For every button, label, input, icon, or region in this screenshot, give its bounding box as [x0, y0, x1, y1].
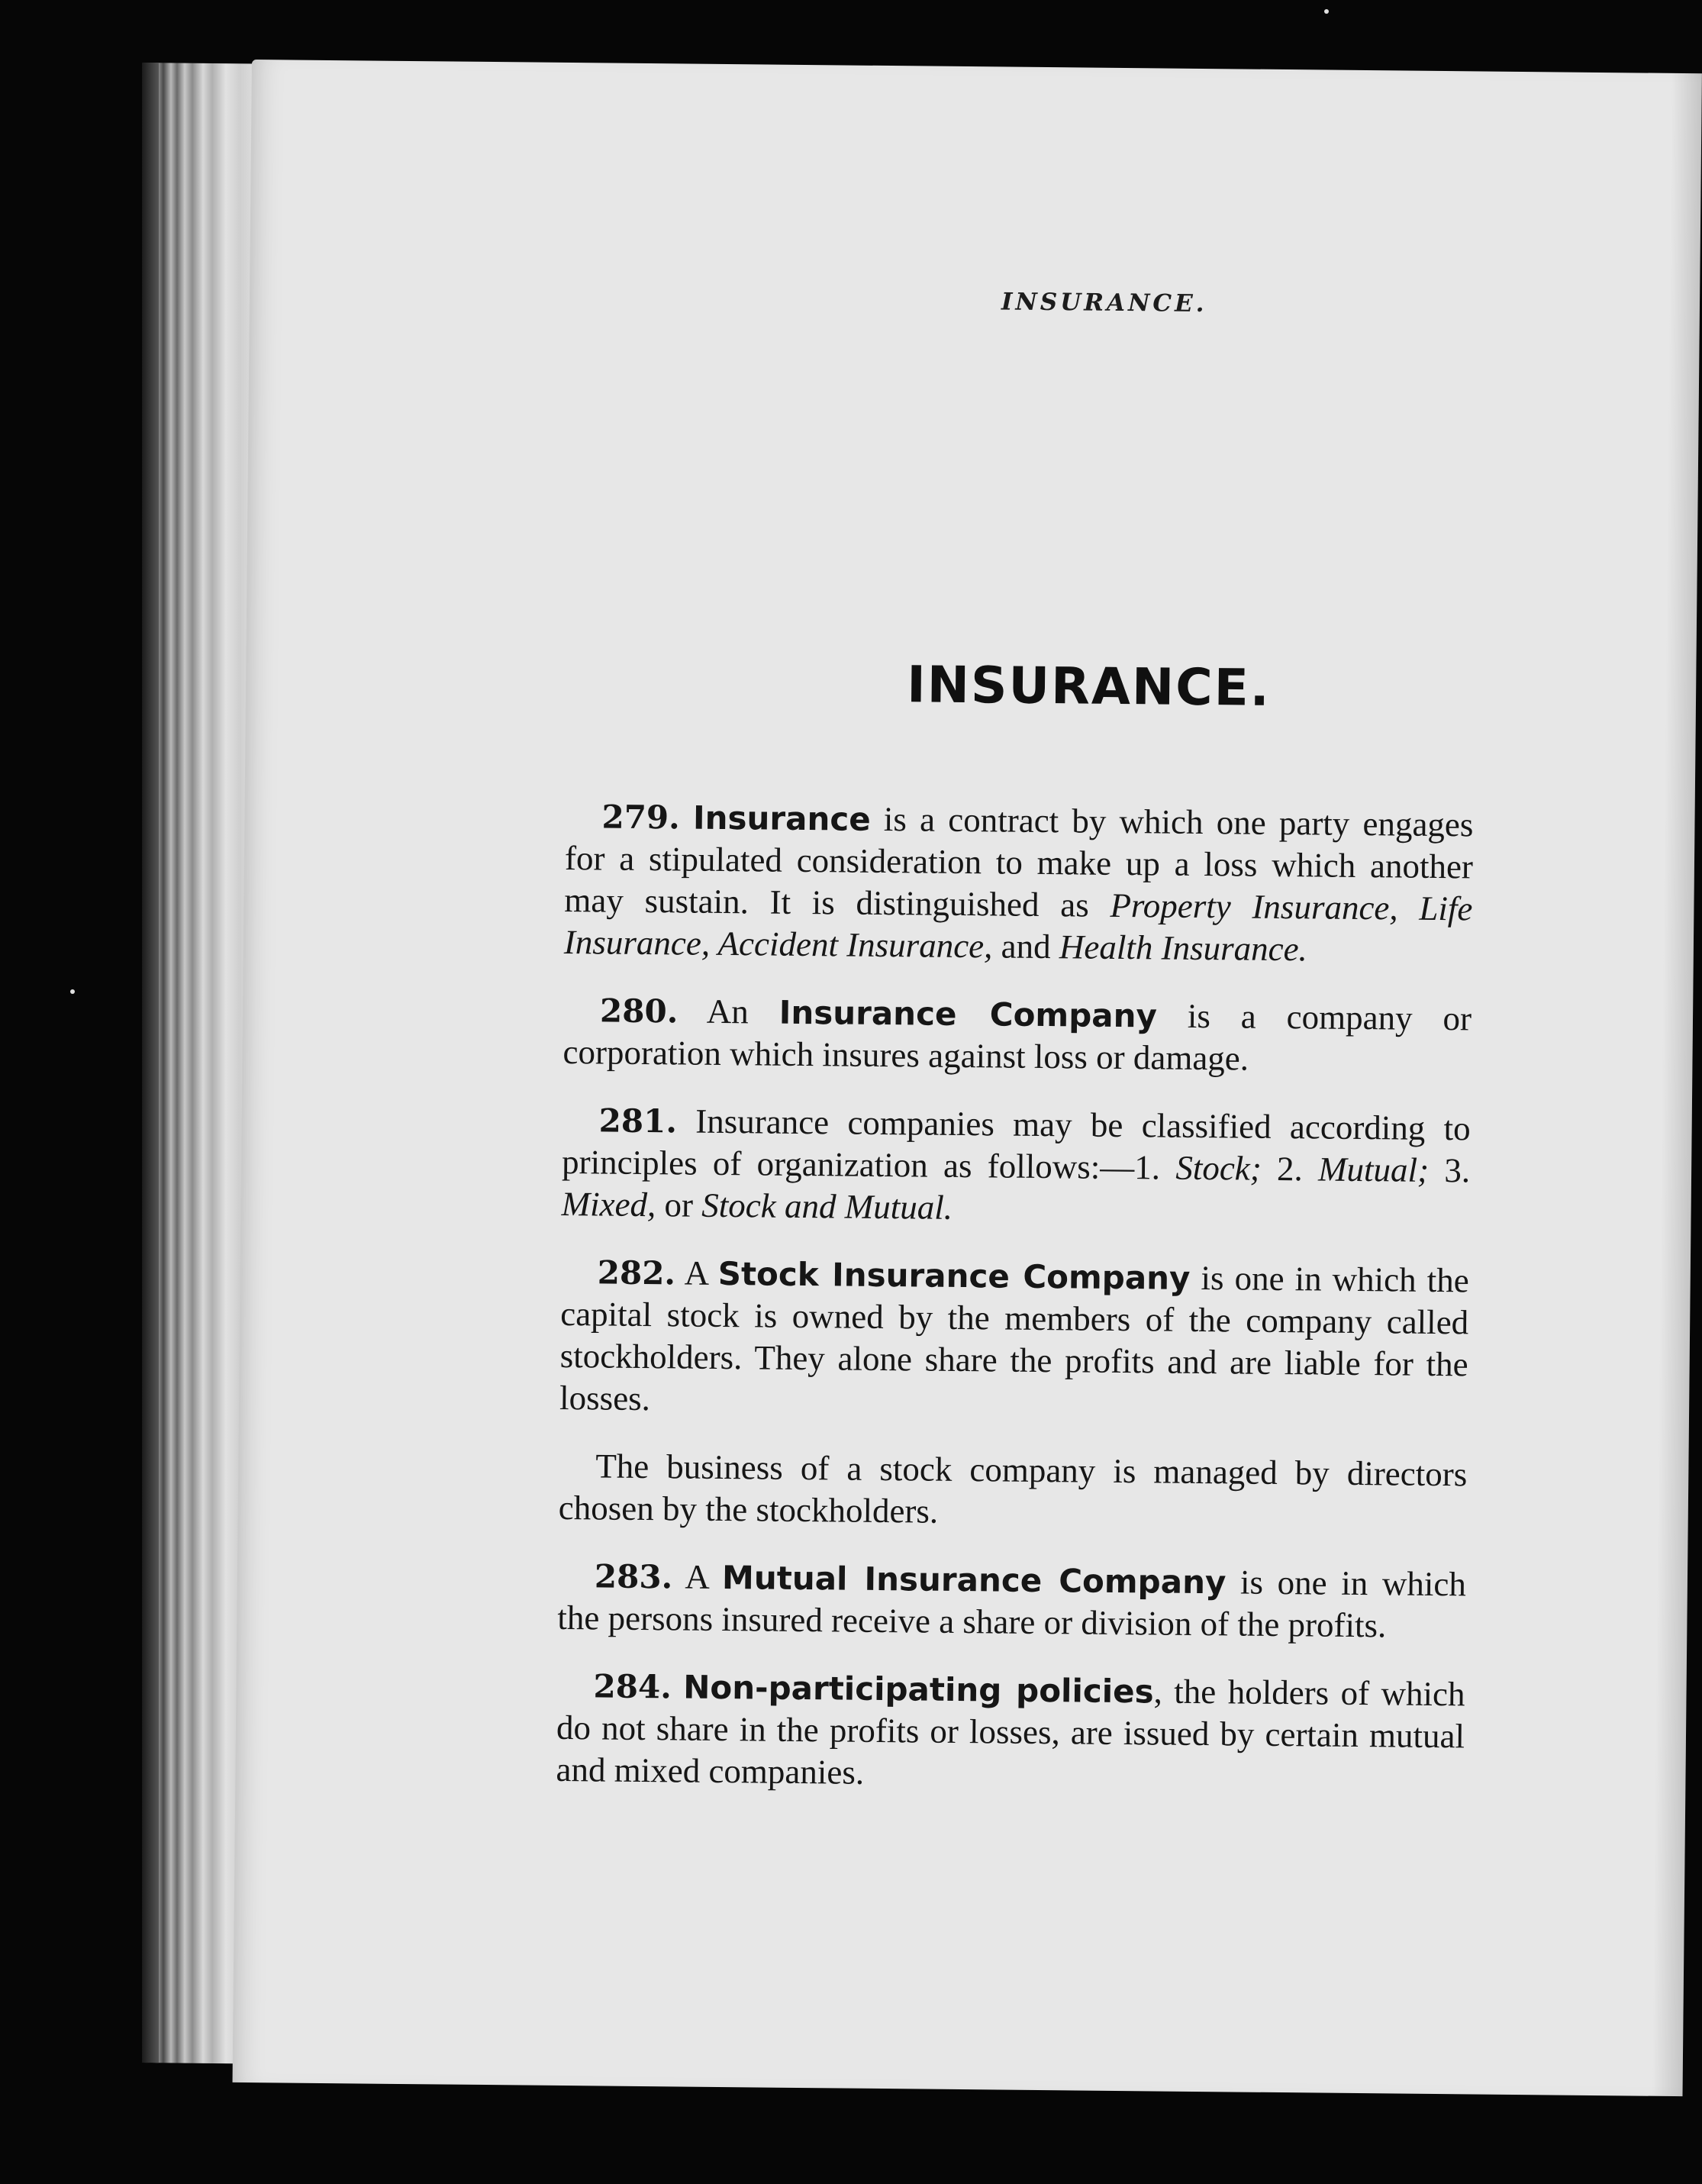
italic-text: Health Insurance.: [1059, 927, 1308, 969]
defined-term: Insurance Company: [778, 993, 1158, 1035]
section-paragraph: [562, 989, 1472, 1082]
body-text: [556, 795, 1474, 1825]
section-number: 281.: [598, 1102, 678, 1140]
page-sheet: [233, 60, 1702, 2096]
body-text-run: Insurance companies may be classified according to principles of organization as follows:—1.: [561, 1102, 1471, 1187]
section-number: 282.: [597, 1253, 676, 1292]
body-text-run: A: [675, 1253, 718, 1292]
section-number: 279.: [601, 798, 681, 837]
running-head: INSURANCE.: [1001, 288, 1207, 318]
page-shading: [1652, 73, 1701, 2096]
body-text-run: The business of a stock company is managed by directors chosen by the stockholders.: [558, 1447, 1468, 1531]
defined-term: Non-participating policies: [683, 1668, 1154, 1711]
body-text-run: or: [656, 1186, 702, 1224]
section-number: 283.: [594, 1557, 673, 1596]
italic-text: Mixed,: [561, 1184, 656, 1224]
defined-term: Mutual Insurance Company: [721, 1559, 1227, 1602]
section-paragraph: [561, 1099, 1471, 1234]
italic-text: Stock and Mutual.: [701, 1186, 953, 1227]
defined-term: Insurance: [692, 798, 871, 838]
note-paragraph: [559, 1445, 1468, 1537]
section-paragraph: [557, 1555, 1466, 1647]
body-text-run: is a contract by which one party engages for a stipulated consideration to make up a loss which another may sustain. It is distinguished as: [564, 799, 1474, 924]
body-text-run: [680, 798, 694, 836]
section-paragraph: [559, 1251, 1469, 1428]
italic-text: Property Insurance, Life Insurance, Accident Insurance,: [563, 886, 1473, 966]
dust-speck: [1324, 9, 1329, 14]
body-text-run: is one in which the persons insured receive a share or division of the profits.: [557, 1563, 1467, 1645]
section-paragraph: [564, 795, 1474, 972]
body-text-run: A: [672, 1557, 723, 1597]
defined-term: Stock Insurance Company: [717, 1254, 1191, 1297]
body-text-run: and: [992, 927, 1060, 966]
body-text-run: [672, 1667, 684, 1705]
italic-text: Mutual;: [1317, 1150, 1430, 1189]
body-text-run: 2.: [1261, 1149, 1319, 1189]
italic-text: Stock;: [1175, 1148, 1262, 1188]
body-text-run: is a company or corporation which insures against loss or damage.: [562, 996, 1472, 1078]
section-number: 280.: [599, 992, 679, 1031]
section-number: 284.: [593, 1667, 672, 1706]
dust-speck: [70, 989, 75, 994]
section-paragraph: [556, 1665, 1465, 1799]
body-text-run: 3.: [1428, 1150, 1471, 1190]
body-text-run: , the holders of which do not share in the profits or losses, are issued by certain mutual and mixed companies.: [556, 1672, 1465, 1792]
body-text-run: is one in which the capital stock is owned by the members of the company called stockholders. They alone share the profits and are liable for the losses.: [559, 1258, 1469, 1418]
body-text-run: An: [678, 992, 779, 1031]
chapter-title: INSURANCE.: [906, 655, 1272, 718]
book-spine-shadow: [142, 63, 159, 2063]
